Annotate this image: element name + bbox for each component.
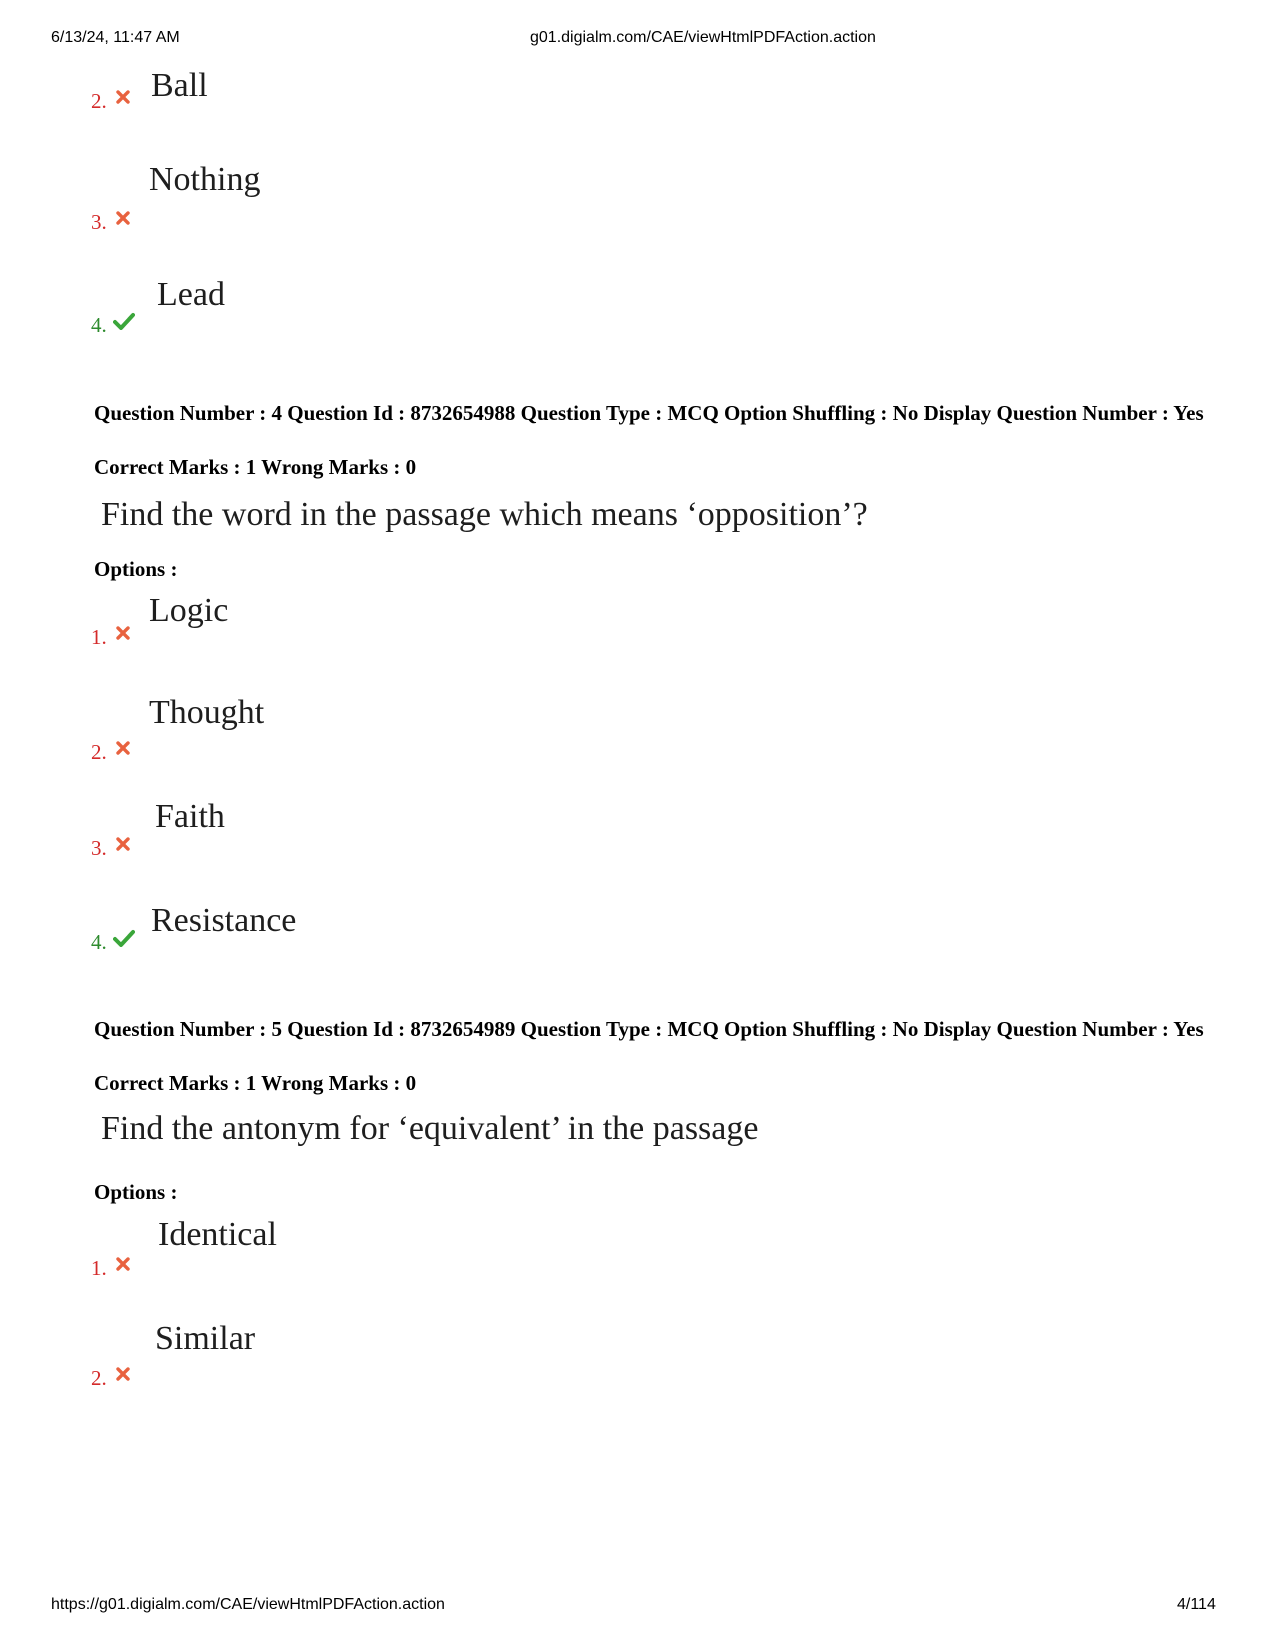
question-meta: Question Number : 5 Question Id : 8732654989 Question Type : MCQ Option Shuffling : No Display Question Number : Yes: [94, 1017, 1204, 1041]
option-text: Lead: [157, 276, 225, 313]
option-number: 2.: [91, 89, 107, 113]
option-number: 3.: [91, 210, 107, 234]
option-text: Faith: [155, 798, 225, 835]
option-number: 4.: [91, 930, 107, 954]
check-icon: [113, 929, 135, 947]
cross-icon: [116, 211, 130, 225]
question-marks: Correct Marks : 1 Wrong Marks : 0: [94, 455, 417, 479]
print-datetime: 6/13/24, 11:47 AM: [51, 29, 180, 46]
option-text: Logic: [149, 592, 229, 629]
option-text: Ball: [151, 67, 208, 104]
question-marks: Correct Marks : 1 Wrong Marks : 0: [94, 1071, 417, 1095]
question-text: Find the antonym for ‘equivalent’ in the passage: [101, 1110, 759, 1147]
option-number: 1.: [91, 625, 107, 649]
cross-icon: [116, 741, 130, 755]
cross-icon: [116, 837, 130, 851]
option-text: Resistance: [151, 902, 297, 939]
question-meta: Question Number : 4 Question Id : 8732654988 Question Type : MCQ Option Shuffling : No Display Question Number : Yes: [94, 401, 1204, 425]
option-number: 4.: [91, 313, 107, 337]
page-number: 4/114: [1177, 1596, 1216, 1613]
option-number: 1.: [91, 1256, 107, 1280]
check-icon: [113, 312, 135, 330]
option-number: 3.: [91, 836, 107, 860]
option-number: 2.: [91, 1366, 107, 1390]
option-text: Similar: [155, 1320, 256, 1357]
option-number: 2.: [91, 740, 107, 764]
cross-icon: [116, 1257, 130, 1271]
footer-url: https://g01.digialm.com/CAE/viewHtmlPDFAction.action: [51, 1596, 445, 1613]
print-page-url: g01.digialm.com/CAE/viewHtmlPDFAction.action: [530, 29, 876, 46]
options-label: Options :: [94, 557, 178, 581]
cross-icon: [116, 90, 130, 104]
cross-icon: [116, 1367, 130, 1381]
option-text: Thought: [149, 694, 265, 731]
cross-icon: [116, 626, 130, 640]
option-text: Identical: [158, 1216, 277, 1253]
options-label: Options :: [94, 1180, 178, 1204]
option-text: Nothing: [149, 161, 261, 198]
question-text: Find the word in the passage which means ‘opposition’?: [101, 496, 868, 533]
